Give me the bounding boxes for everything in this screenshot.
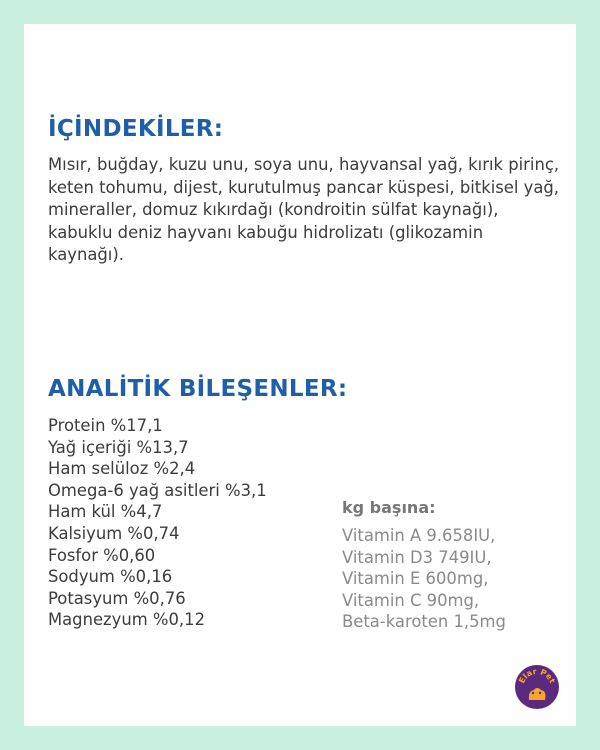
analytics-item: Protein %17,1 bbox=[48, 416, 163, 435]
vitamin-item: Vitamin A 9.658IU, bbox=[342, 526, 496, 545]
analytics-item: Yağ içeriği %13,7 bbox=[48, 437, 189, 457]
vitamin-list bbox=[342, 525, 506, 633]
analytics-item: Magnezyum %0,12 bbox=[48, 610, 205, 630]
ingredients-title: İÇİNDEKİLER: bbox=[48, 116, 224, 142]
analytics-item: Fosfor %0,60 bbox=[48, 545, 156, 565]
analytics-item: Kalsiyum %0,74 bbox=[48, 523, 180, 543]
vitamin-item: Vitamin C 90mg, bbox=[342, 590, 480, 610]
pet-logo-icon bbox=[514, 664, 560, 710]
content-card bbox=[24, 24, 576, 726]
vitamin-item: Beta-karoten 1,5mg bbox=[342, 612, 506, 632]
analytics-item: Ham kül %4,7 bbox=[48, 502, 163, 522]
analytics-item: Sodyum %0,16 bbox=[48, 567, 173, 587]
analytics-item: Ham selüloz %2,4 bbox=[48, 459, 196, 479]
analytics-title: ANALİTİK BİLEŞENLER: bbox=[48, 376, 348, 402]
vitamin-item: Vitamin E 600mg, bbox=[342, 569, 489, 589]
ingredients-text: Mısır, buğday, kuzu unu, soya unu, hayvansal yağ, kırık pirinç, keten tohumu, dijest, kurutulmuş pancar küspesi, bitkisel yağ, mineraller, domuz kıkırdağı (kondroitin sülfat kaynağı), kabuklu deniz hayvanı kabuğu hidrolizatı (glikozamin kaynağı). bbox=[48, 155, 560, 264]
vitamin-item: Vitamin D3 749IU, bbox=[342, 547, 492, 567]
logo-text: Elar Pet bbox=[517, 666, 557, 685]
analytics-list bbox=[48, 415, 267, 631]
per-kg-title: kg başına: bbox=[342, 498, 436, 517]
analytics-item: Potasyum %0,76 bbox=[48, 588, 186, 608]
analytics-item: Omega-6 yağ asitleri %3,1 bbox=[48, 480, 267, 500]
per-kg-section bbox=[342, 498, 506, 633]
